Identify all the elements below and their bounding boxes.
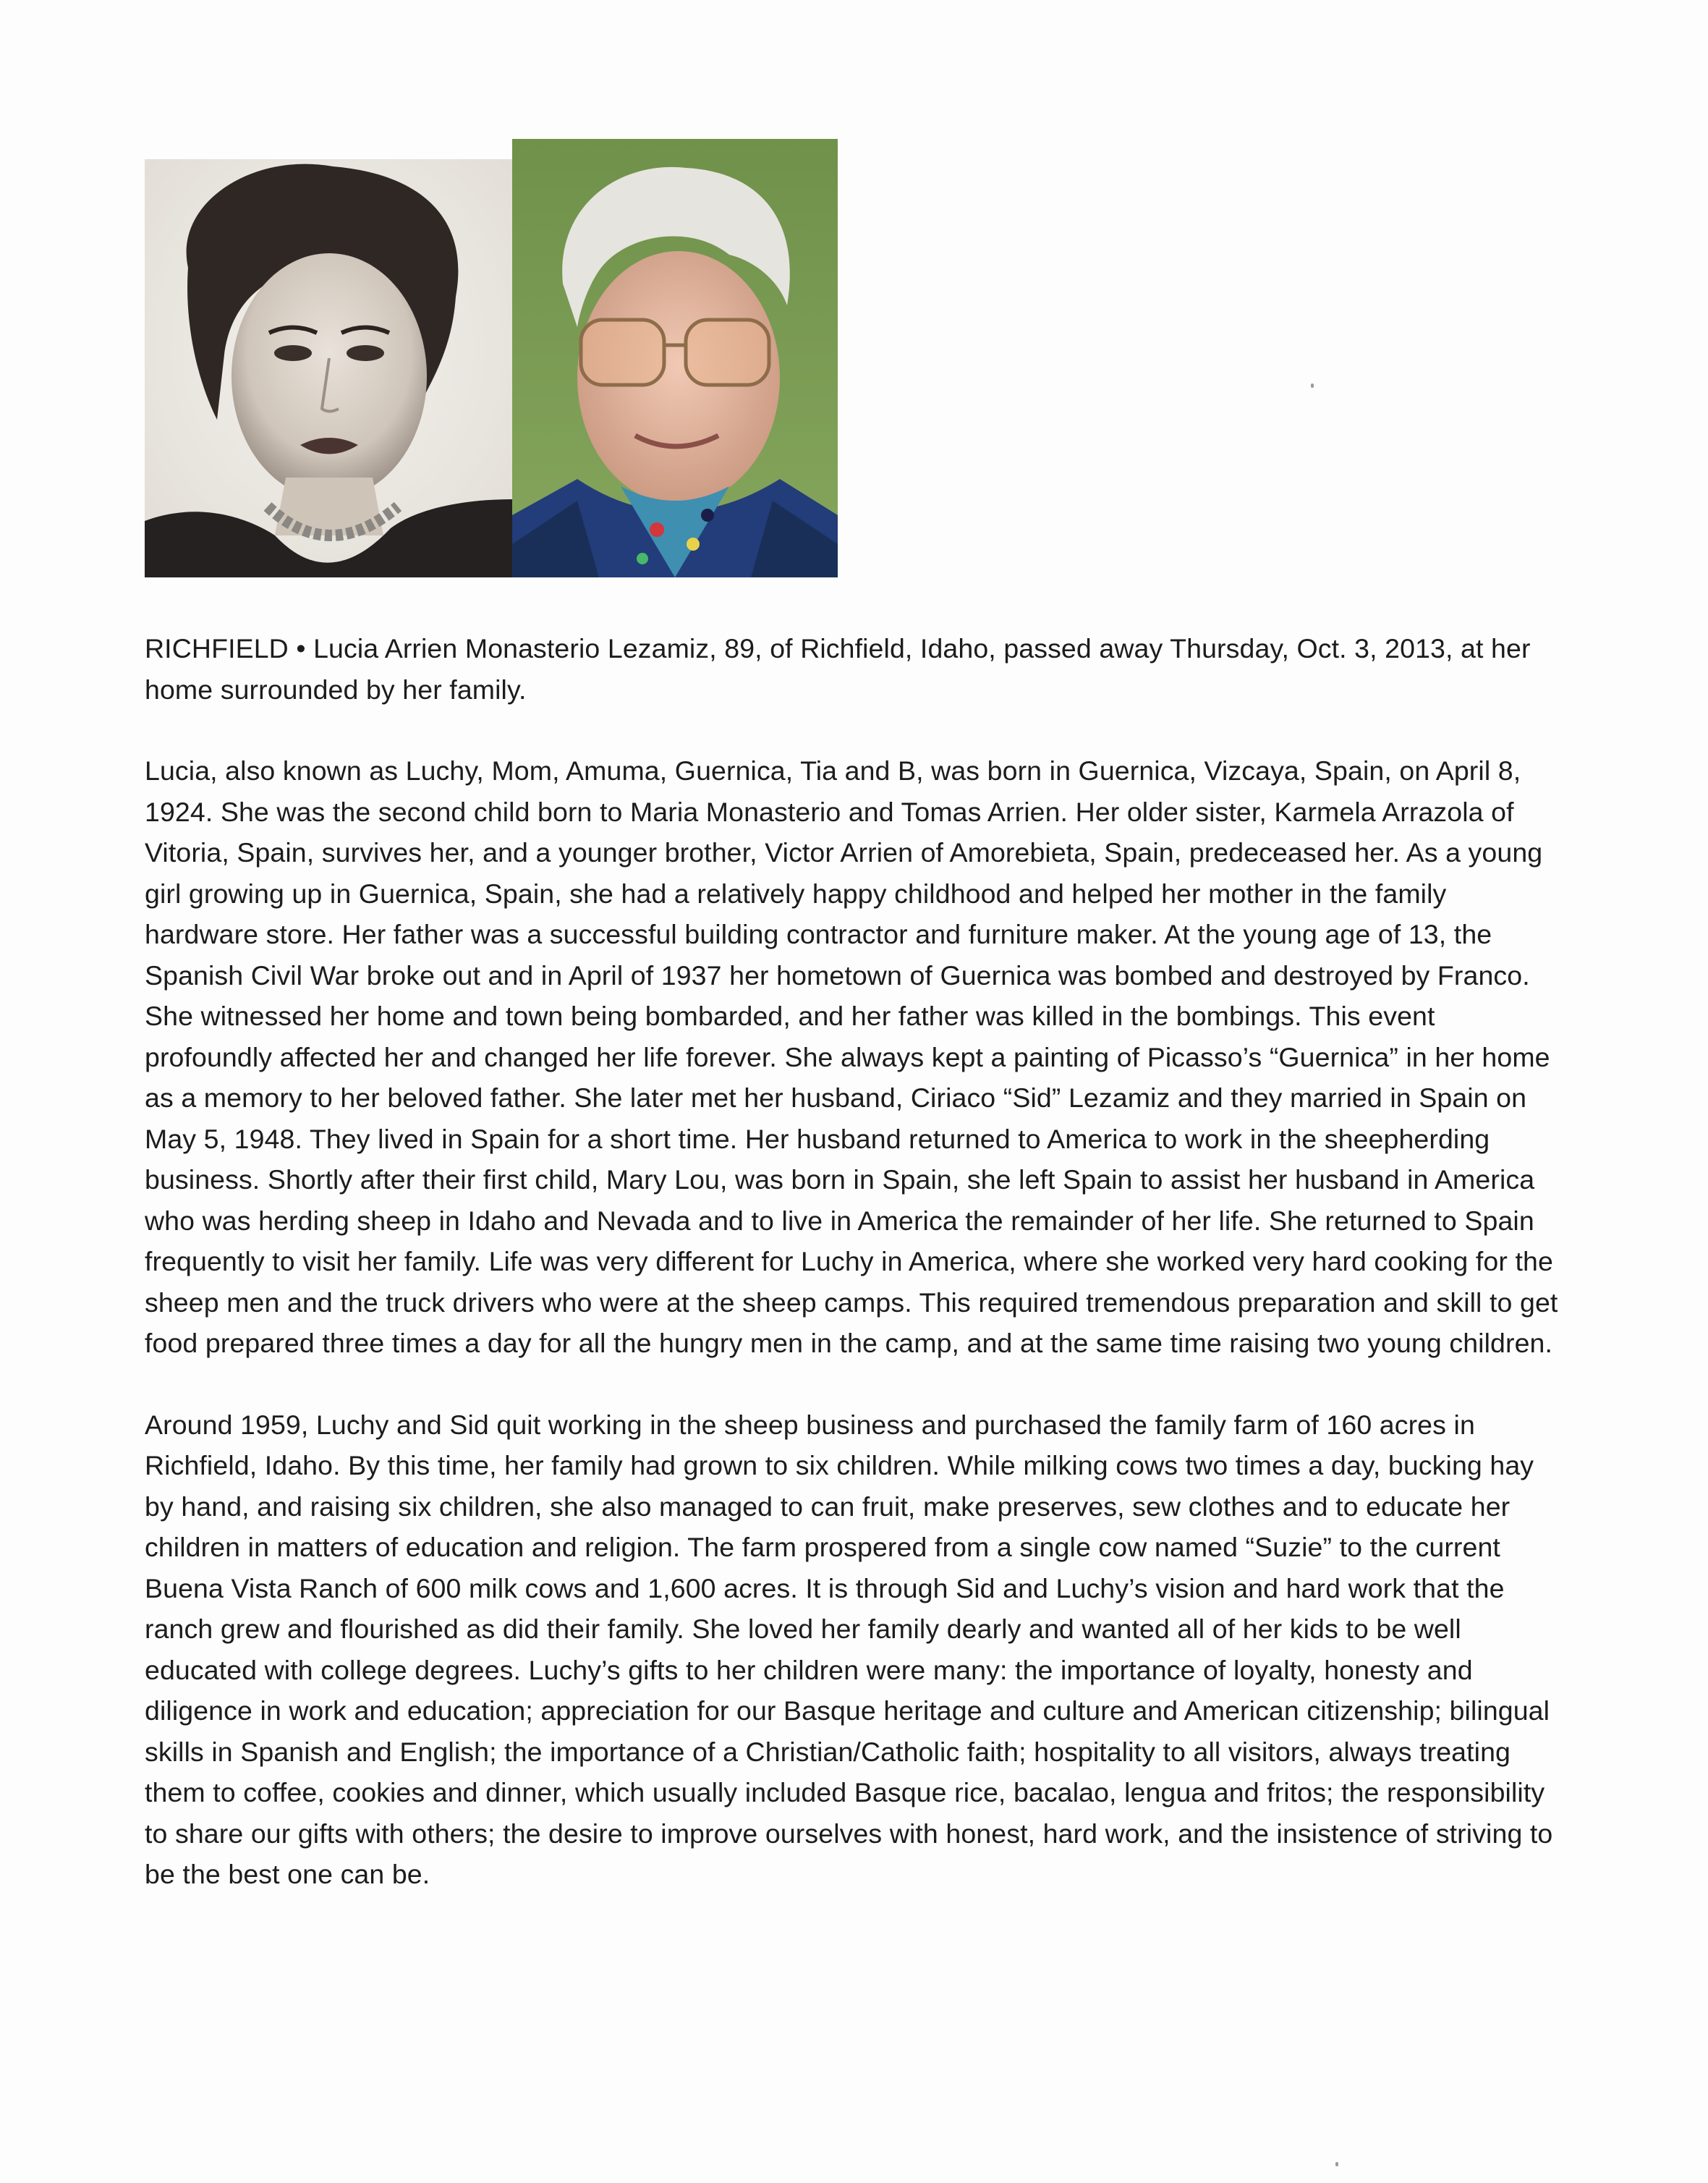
young-portrait-image (145, 159, 512, 577)
portrait-photos (145, 139, 838, 577)
young-portrait-photo (145, 159, 512, 577)
obituary-paragraph-family-farm: Around 1959, Luchy and Sid quit working in the sheep business and purchased the family farm of 160 acres in Richfield, Idaho. By this time, her family had grown to six children. While milking cows two times a day, bucking hay by hand, and raising six children, she also managed to can fruit, make preserves, sew clothes and to educate her children in matters of education and religion. The farm prospered from a single cow named “Suzie” to the current Buena Vista Ranch of 600 milk cows and 1,600 acres. It is through Sid and Luchy’s vision and hard work that the ranch grew and flourished as did their family. She loved her family dearly and wanted all of her kids to be well educated with college degrees. Luchy’s gifts to her children were many: the importance of loyalty, honesty and diligence in work and education; appreciation for our Basque heritage and culture and American citizenship; bilingual skills in Spanish and English; the importance of a Christian/Catholic faith; hospitality to all visitors, always treating them to coffee, cookies and dinner, which usually included Basque rice, bacalao, lengua and fritos; the responsibility to share our gifts with others; the desire to improve ourselves with honest, hard work, and the insistence of striving to be the best one can be. (145, 1409, 1553, 1889)
scan-speck (1335, 2162, 1338, 2166)
elder-portrait-image (512, 139, 838, 577)
elder-portrait-photo (512, 139, 838, 577)
obituary-paragraph-early-life: Lucia, also known as Luchy, Mom, Amuma, Guernica, Tia and B, was born in Guernica, Vizcaya, Spain, on April 8, 1924. She was the second child born to Maria Monasterio and Tomas Arrien. Her older sister, Karmela Arrazola of Vitoria, Spain, survives her, and a younger brother, Victor Arrien of Amorebieta, Spain, predeceased her. As a young girl growing up in Guernica, Spain, she had a relatively happy childhood and helped her mother in the family hardware store. Her father was a successful building contractor and furniture maker. At the young age of 13, the Spanish Civil War broke out and in April of 1937 her hometown of Guernica was bombed and destroyed by Franco. She witnessed her home and town being bombarded, and her father was killed in the bombings. This event profoundly affected her and changed her life forever. She always kept a painting of Picasso’s “Guernica” in her home as a memory to her beloved father. She later met her husband, Ciriaco “Sid” Lezamiz and they married in Spain on May 5, 1948. They lived in Spain for a short time. Her husband returned to America to work in the sheepherding business. Shortly after their first child, Mary Lou, was born in Spain, she left Spain to assist her husband in America who was herding sheep in Idaho and Nevada and to live in America the remainder of her life. She returned to Spain frequently to visit her family. Life was very different for Luchy in America, where she worked very hard cooking for the sheep men and the truck drivers who were at the sheep camps. This required tremendous preparation and skill to get food prepared three times a day for all the hungry men in the camp, and at the same time raising two young children. (145, 755, 1558, 1358)
scan-speck (1311, 383, 1314, 388)
obituary-paragraph-announcement: RICHFIELD • Lucia Arrien Monasterio Lezamiz, 89, of Richfield, Idaho, passed away Thursday, Oct. 3, 2013, at her home surrounded by her family. (145, 633, 1531, 705)
obituary-text (145, 628, 1563, 1936)
